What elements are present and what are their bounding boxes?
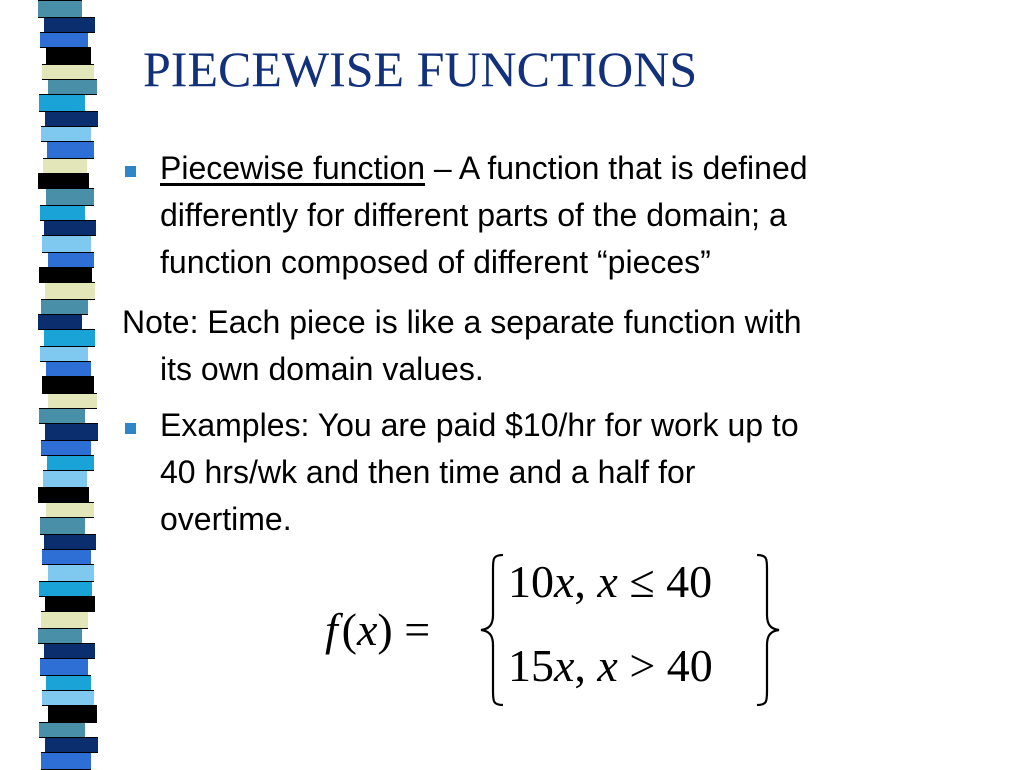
piece-1-condition-variable: x [597,556,618,607]
formula-lhs [325,604,431,655]
piecewise-formula [325,545,785,715]
function-name: f [325,604,338,655]
close-paren: ) [377,604,393,655]
examples-line-1: Examples: You are paid $10/hr for work up to [160,407,799,443]
definition-line-1 [160,152,808,184]
bullet-square-icon [125,166,136,177]
open-paren: ( [337,604,357,655]
piece-2-operator: > [629,640,656,691]
examples-line-3: overtime. [160,501,292,537]
piece-2-variable: x [554,640,575,691]
piece-1-coefficient: 10 [508,556,554,607]
equals-sign: = [404,604,431,655]
formula-piece-1 [508,556,713,607]
piece-1-bound: 40 [666,556,713,607]
definition-text: – A function that is defined [425,150,808,186]
piece-1-comma: , [574,556,586,607]
note-line-2: its own domain values. [160,351,484,387]
piece-2-coefficient: 15 [508,640,554,691]
piece-2-comma: , [574,640,586,691]
piece-2-condition-variable: x [597,640,618,691]
function-variable: x [356,604,378,655]
piece-1-variable: x [554,556,575,607]
left-curly-brace-icon [481,555,503,705]
slide-title: PIECEWISE FUNCTIONS [143,41,698,97]
definition-line-3: function composed of different “pieces” [160,244,711,280]
right-curly-brace-icon [757,555,779,705]
piece-1-operator: ≤ [629,556,655,607]
note-line-1: Note: Each piece is like a separate function with [122,304,802,340]
piece-2-bound: 40 [666,640,713,691]
definition-term: Piecewise function [160,150,426,186]
definition-line-2: differently for different parts of the domain; a [160,197,787,233]
examples-line-2: 40 hrs/wk and then time and a half for [160,454,696,490]
formula-piece-2 [508,640,713,691]
bullet-square-icon [125,423,136,434]
